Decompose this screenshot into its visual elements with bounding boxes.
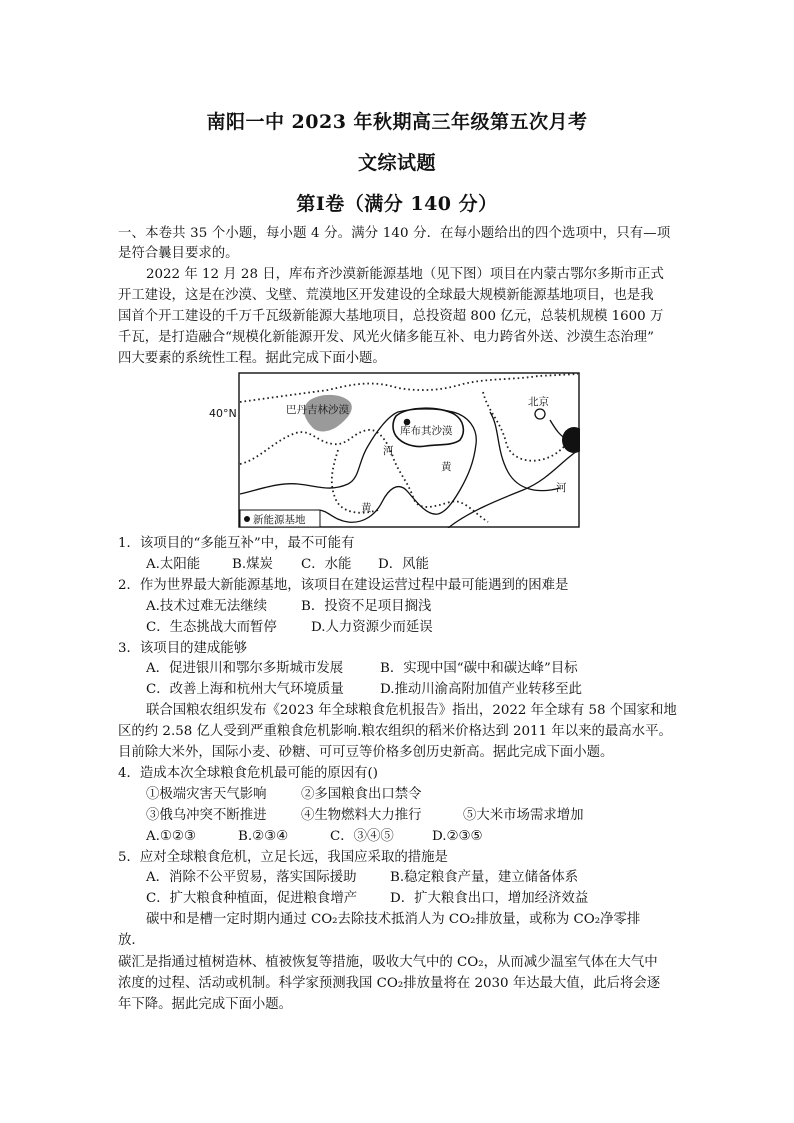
passage3-line-2: 放. — [118, 933, 136, 948]
passage1-line-3: 国首个开工建设的千万千瓦级新能源大基地项目，总投资超 800 亿元，总装机规模 1600 万 — [118, 309, 664, 324]
exam-subtitle: 文综试题 — [357, 152, 436, 174]
q1-option-c: C．水能 — [301, 557, 352, 572]
q1-option-a: A.太阳能 — [146, 557, 201, 572]
q4-item-1: ①极端灾害天气影响 — [146, 787, 267, 802]
latitude-label: 40°N — [209, 407, 237, 420]
q4-stem: 4．造成本次全球粮食危机最可能的原因有() — [118, 766, 378, 781]
q5-option-d: D．扩大粮食出口，增加经济效益 — [390, 891, 589, 906]
kubuqi-location-map — [238, 372, 580, 528]
q3-option-a: A．促进银川和鄂尔多斯城市发展 — [146, 661, 344, 676]
q4-option-a: A.①②③ — [146, 829, 196, 844]
q2-option-c: C．生态挑战大而暂停 — [146, 620, 277, 635]
q4-option-d: D.②③⑤ — [432, 829, 483, 844]
passage3-line-5: 年下降。据此完成下面小题。 — [118, 997, 293, 1012]
q1-option-d: D．风能 — [378, 557, 429, 572]
legend-label: 新能源基地 — [253, 514, 306, 526]
q4-item-5: ⑤大米市场需求增加 — [463, 808, 584, 823]
q5-option-a: A．消除不公平贸易，落实国际援助 — [146, 870, 357, 885]
q1-option-b: B.煤炭 — [232, 557, 273, 572]
q2-option-a: A.技术过难无法继续 — [146, 599, 268, 614]
instructions-line-2: 是符合曩目要求的。 — [118, 246, 239, 261]
q2-option-d: D.人力资源少而延误 — [311, 620, 433, 635]
q3-option-c: C．改善上海和杭州大气环境质量 — [146, 682, 344, 697]
river-label-huang-2: 黄 — [361, 502, 372, 514]
passage1-line-2: 开工建设，这是在沙漠、戈壁、荒漠地区开发建设的全球最大规模新能源基地项目，也是我 — [118, 288, 654, 303]
passage1-line-1: 2022 年 12 月 28 日，库布齐沙漠新能源基地（见下图）项目在内蒙古鄂尔多斯市正式 — [146, 267, 664, 282]
beijing-marker — [535, 409, 545, 419]
q5-option-b: B.稳定粮食产量，建立储备体系 — [390, 870, 579, 885]
q4-item-3: ③俄乌冲突不断推进 — [146, 808, 267, 823]
passage1-line-5: 四大要素的系统性工程。据此完成下面小题。 — [118, 351, 386, 366]
passage1-line-4: 千瓦，是打造融合“规模化新能源开发、风光火储多能互补、电力跨省外送、沙漠生态治理” — [118, 330, 654, 345]
legend-marker — [244, 516, 250, 522]
badain-label: 巴丹吉林沙漠 — [286, 404, 349, 416]
passage3-line-3: 碳汇是指通过植树造林、植被恢复等措施，吸收大气中的 CO₂，从而减少温室气体在大气中 — [118, 955, 658, 970]
beijing-label: 北京 — [528, 396, 549, 408]
river-label-he-2: 河 — [556, 482, 567, 494]
q2-option-b: B．投资不足项目搁浅 — [301, 599, 432, 614]
passage2-line-2: 区的约 2.58 亿人受到严重粮食危机影响.粮农组织的稻米价格达到 2011 年以来的最高水平。 — [118, 724, 672, 739]
q4-item-4: ④生物燃料大力推行 — [301, 808, 422, 823]
river-label-he-1: 河 — [383, 445, 394, 457]
kubuqi-label: 库布其沙漠 — [400, 425, 453, 437]
q4-item-2: ②多国粮食出口禁令 — [301, 787, 422, 802]
q2-stem: 2．作为世界最大新能源基地，该项目在建设运营过程中最可能遇到的困难是 — [118, 578, 569, 593]
exam-title: 南阳一中 2023 年秋期高三年级第五次月考 — [206, 111, 588, 133]
q3-option-b: B．实现中国“碳中和碳达峰”目标 — [380, 661, 578, 676]
q1-stem: 1．该项目的“多能互补”中，最不可能有 — [118, 536, 355, 551]
river-label-huang-1: 黄 — [441, 461, 452, 473]
q4-option-b: B.②③④ — [238, 829, 289, 844]
q5-stem: 5．应对全球粮食危机，立足长远，我国应采取的措施是 — [118, 850, 448, 865]
q3-stem: 3．该项目的建成能够 — [118, 641, 248, 656]
passage2-line-1: 联合国粮农组织发布《2023 年全球粮食危机报告》指出，2022 年全球有 58 个国家和地 — [146, 703, 677, 718]
instructions-line-1: 一、本卷共 35 个小题，每小题 4 分。满分 140 分．在每小题给出的四个选项中，只有—项 — [118, 226, 671, 241]
q4-option-c: C．③④⑤ — [330, 829, 394, 844]
q3-option-d: D.推动川渝高附加值产业转移至此 — [380, 682, 582, 697]
q5-option-c: C．扩大粮食种植面，促进粮食增产 — [146, 891, 358, 906]
passage3-line-1: 碳中和是槽一定时期内通过 CO₂去除技术抵消人为 CO₂排放量，或称为 CO₂净零排 — [146, 912, 641, 927]
passage2-line-3: 目前除大米外，国际小麦、砂糖、可可豆等价格多创历史新高。据此完成下面小题。 — [118, 745, 614, 760]
section-title: 第Ⅰ卷（满分 140 分） — [296, 193, 498, 215]
passage3-line-4: 浓度的过程、活动或机制。科学家预测我国 CO₂排放量将在 2030 年达最大值，此后将会逐 — [118, 976, 661, 991]
